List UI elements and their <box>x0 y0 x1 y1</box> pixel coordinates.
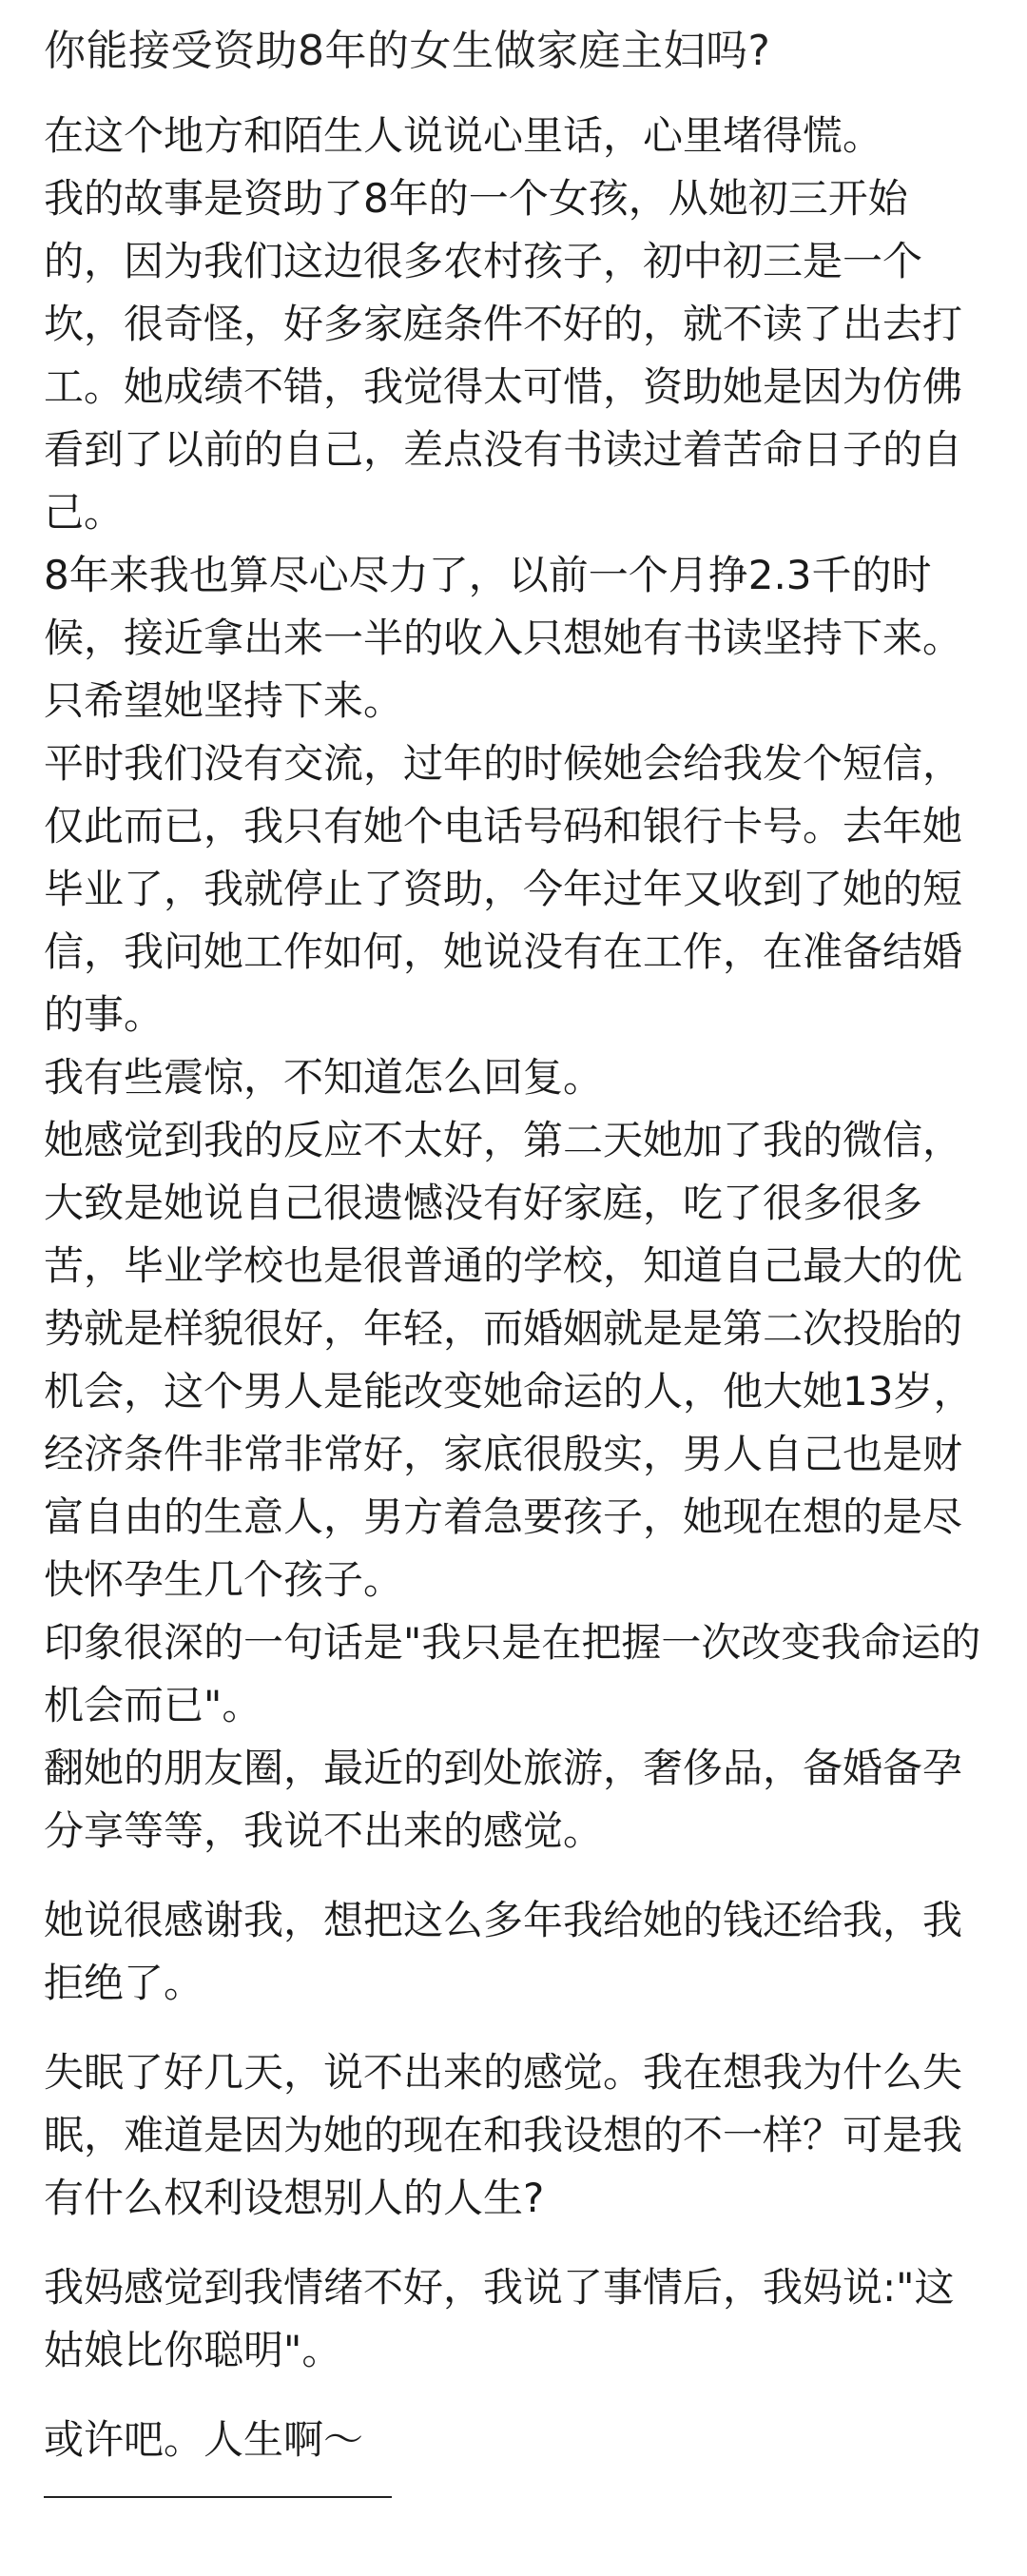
post-paragraph: 她说很感谢我，想把这么多年我给她的钱还给我，我拒绝了。 <box>44 1897 963 2006</box>
post-paragraph: 失眠了好几天，说不出来的感觉。我在想我为什么失眠，难道是因为她的现在和我设想的不一样？可是我有什么权利设想别人的人生? <box>44 2049 963 2221</box>
post-title: 你能接受资助8年的女生做家庭主妇吗? <box>44 27 771 75</box>
post-paragraph: 印象很深的一句话是"我只是在把握一次改变我命运的机会而已"。 <box>44 1619 981 1728</box>
post-paragraph: 她感觉到我的反应不太好，第二天她加了我的微信，大致是她说自己很遗憾没有好家庭，吃了很多很多苦，毕业学校也是很普通的学校，知道自己最大的优势就是样貌很好，年轻，而婚姻就是是第二次投胎的机会，这个男人是能改变她命运的人，他大她13岁，经济条件非常非常好，家底很殷实，男人自己也是财富自由的生意人，男方着急要孩子，她现在想的是尽快怀孕生几个孩子。 <box>44 1117 974 1603</box>
post-paragraph: 我的故事是资助了8年的一个女孩，从她初三开始的，因为我们这边很多农村孩子，初中初三是一个坎，很奇怪，好多家庭条件不好的，就不读了出去打工。她成绩不错，我觉得太可惜，资助她是因为仿佛看到了以前的自己，差点没有书读过着苦命日子的自己。 <box>44 175 963 536</box>
post-paragraph: 翻她的朋友圈，最近的到处旅游，奢侈品，备婚备孕分享等等，我说不出来的感觉。 <box>44 1745 963 1854</box>
post-paragraph: 8年来我也算尽心尽力了，以前一个月挣2.3千的时候，接近拿出来一半的收入只想她有书读坚持下来。只希望她坚持下来。 <box>44 552 963 724</box>
post-paragraph: 或许吧。人生啊～ <box>44 2416 364 2463</box>
post-body <box>44 105 983 2498</box>
post-paragraph: 我有些震惊，不知道怎么回复。 <box>44 1054 604 1101</box>
post-paragraph: 我妈感觉到我情绪不好，我说了事情后，我妈说:"这姑娘比你聪明"。 <box>44 2264 955 2373</box>
bottom-divider <box>44 2496 392 2498</box>
post-paragraph: 在这个地方和陌生人说说心里话，心里堵得慌。 <box>44 112 883 159</box>
post-paragraph: 平时我们没有交流，过年的时候她会给我发个短信，仅此而已，我只有她个电话号码和银行卡号。去年她毕业了，我就停止了资助，今年过年又收到了她的短信，我问她工作如何，她说没有在工作，在准备结婚的事。 <box>44 740 963 1038</box>
